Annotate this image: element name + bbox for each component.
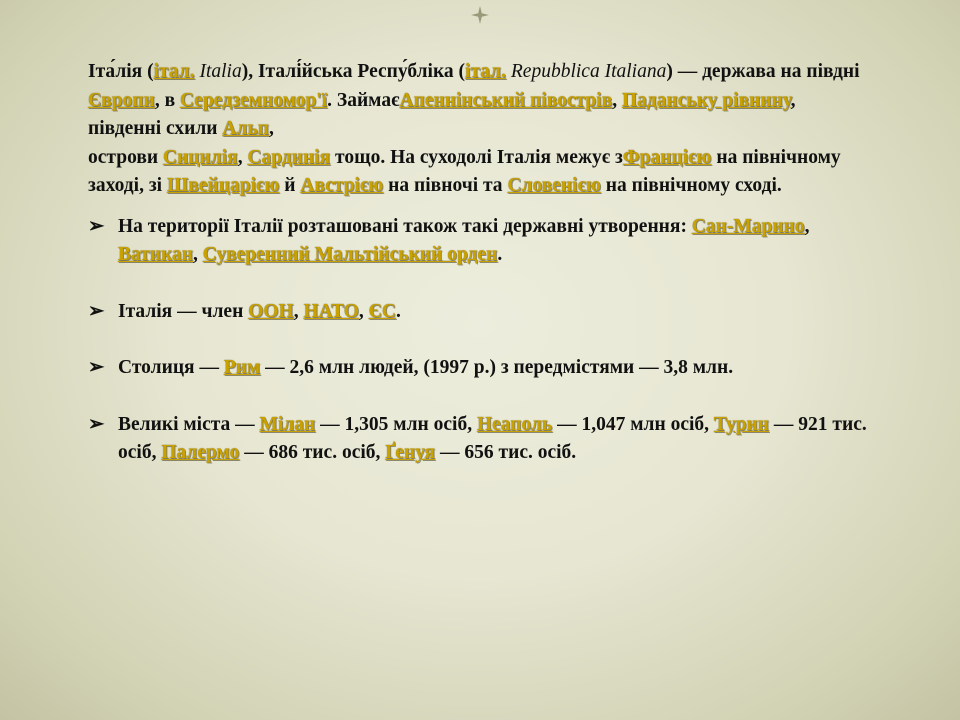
- link-maltese-order[interactable]: Суверенний Мальтійський орден: [202, 244, 498, 265]
- intro-italic-repubblica: Repubblica Italiana: [506, 61, 667, 82]
- intro-text-block-2: [88, 144, 868, 201]
- link-milan[interactable]: Мілан: [259, 413, 316, 435]
- link-padan-plain[interactable]: Паданську рівнину: [621, 89, 791, 111]
- intro-text: ) — держава на півдні: [666, 61, 860, 82]
- bullet-text: Столиця —: [118, 357, 224, 378]
- intro-text: ,: [237, 146, 248, 168]
- intro-text: , в: [154, 89, 180, 111]
- arrow-bullet-icon: ➢: [88, 215, 105, 237]
- bullet-text: На території Італії розташовані також такі державні утворення:: [118, 215, 692, 237]
- bullet-text: Великі міста —: [118, 413, 260, 435]
- bullet-text: ,: [358, 300, 369, 322]
- arrow-bullet-icon: ➢: [88, 300, 105, 322]
- link-turin[interactable]: Турин: [713, 413, 770, 435]
- link-switzerland[interactable]: Швейцарією: [166, 175, 280, 196]
- intro-text: Іта́лія (: [88, 61, 154, 82]
- arrow-bullet-icon: ➢: [88, 413, 105, 435]
- bullet-text: .: [497, 244, 503, 265]
- intro-text: острови: [88, 146, 163, 168]
- link-europe[interactable]: Європи: [88, 89, 155, 111]
- intro-text-block-1: [88, 58, 868, 144]
- link-nato[interactable]: НАТО: [303, 300, 359, 322]
- link-naples[interactable]: Неаполь: [476, 413, 553, 435]
- slide-content: [88, 58, 868, 468]
- link-un[interactable]: ООН: [248, 300, 294, 322]
- intro-text: на півночі та: [383, 175, 508, 196]
- intro-text: й: [279, 175, 301, 196]
- link-sicily[interactable]: Сицилія: [162, 146, 238, 168]
- link-vatican[interactable]: Ватикан: [118, 244, 193, 265]
- arrow-bullet-icon: ➢: [88, 357, 105, 378]
- link-genoa[interactable]: Ґенуя: [385, 442, 436, 463]
- link-eu[interactable]: ЄС: [368, 300, 396, 322]
- link-ital-2[interactable]: італ.: [465, 61, 507, 82]
- bullet-text: — 686 тис. осіб,: [239, 442, 386, 463]
- bullet-text: ,: [804, 215, 810, 237]
- link-sardinia[interactable]: Сардинія: [247, 146, 331, 168]
- link-mediterranean[interactable]: Середземномор'ї: [179, 89, 328, 111]
- bullet-text: Італія — член: [118, 300, 249, 322]
- link-ital-1[interactable]: італ.: [153, 61, 195, 82]
- link-slovenia[interactable]: Словенією: [507, 175, 601, 196]
- list-item-membership: [88, 298, 868, 327]
- link-alps[interactable]: Альп: [222, 118, 269, 139]
- bullet-text: ,: [293, 300, 304, 322]
- intro-text: ,: [612, 89, 622, 111]
- intro-text: тощо. На суходолі Італія межує з: [330, 146, 623, 168]
- bullet-text: .: [395, 300, 401, 322]
- bullet-text: — 656 тис. осіб.: [435, 442, 577, 463]
- bullet-list: [88, 213, 868, 468]
- link-france[interactable]: Францією: [622, 146, 712, 168]
- intro-text: , південні схили: [88, 89, 796, 139]
- link-palermo[interactable]: Палермо: [161, 442, 240, 463]
- bullet-text: ,: [193, 244, 203, 265]
- bullet-text: — 1,047 млн осіб,: [552, 413, 714, 435]
- list-item-capital: [88, 354, 868, 383]
- link-rome[interactable]: Рим: [223, 357, 261, 378]
- bullet-text: — 921 тис. осіб,: [118, 413, 867, 463]
- intro-text: . Займає: [327, 89, 400, 111]
- list-item-cities: [88, 411, 868, 468]
- link-austria[interactable]: Австрією: [300, 175, 384, 196]
- link-apennine-peninsula[interactable]: Апеннінський півострів: [399, 89, 613, 111]
- four-point-star-icon: [471, 6, 489, 24]
- list-item-states: [88, 213, 868, 270]
- intro-paragraph: [88, 58, 868, 201]
- bullet-text: — 1,305 млн осіб,: [315, 413, 477, 435]
- bullet-text: — 2,6 млн людей, (1997 р.) з передмістями — 3,8 млн.: [260, 357, 734, 378]
- intro-text: ), Італі́йська Респу́бліка (: [241, 61, 466, 82]
- intro-italic-italia: Italia: [194, 61, 242, 82]
- link-san-marino[interactable]: Сан-Марино: [691, 215, 805, 237]
- intro-text: на північному заході, зі: [88, 146, 841, 196]
- intro-text: ,: [269, 118, 274, 139]
- intro-text: на північному сході.: [600, 175, 782, 196]
